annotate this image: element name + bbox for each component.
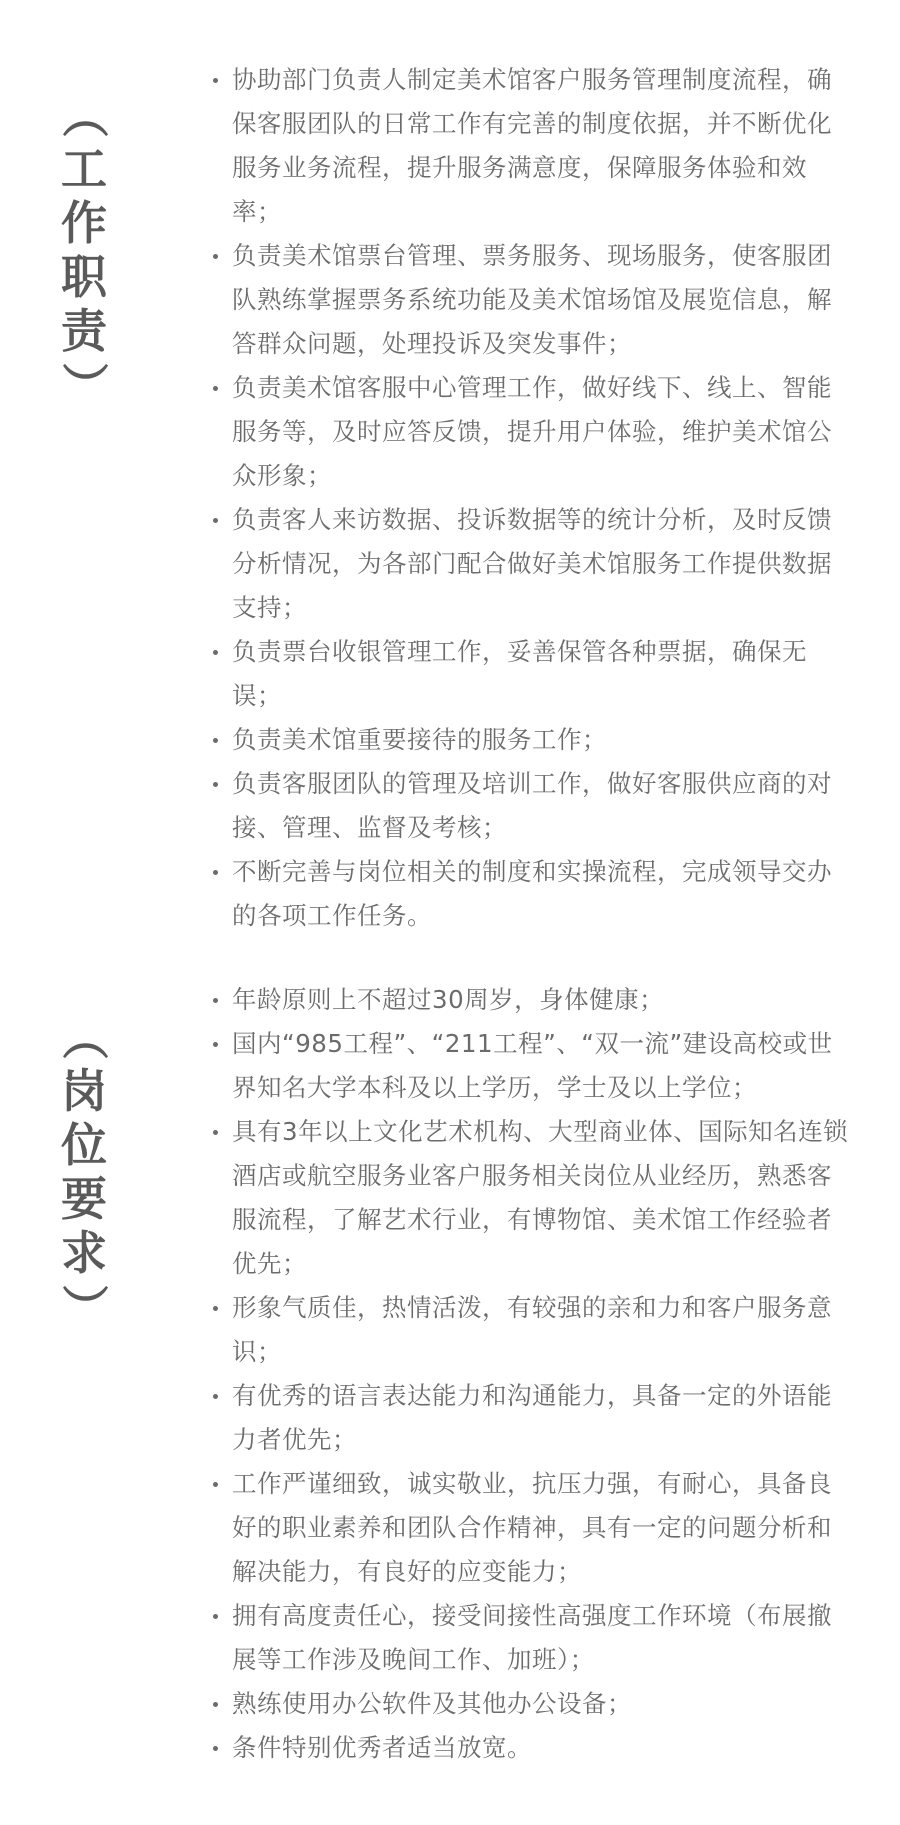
duties-list-item: 不断完善与岗位相关的制度和实操流程，完成领导交办的各项工作任务。 xyxy=(210,850,850,938)
duties-heading-open-paren: （ xyxy=(57,92,111,138)
requirements-list-item: 国内“985工程”、“211工程”、“双一流”建设高校或世界知名大学本科及以上学历，学士及以上学位； xyxy=(210,1022,850,1110)
requirements-list-item: 年龄原则上不超过30周岁，身体健康； xyxy=(210,978,850,1022)
requirements-list-item: 工作严谨细致，诚实敬业，抗压力强，有耐心，具备良好的职业素养和团队合作精神，具有一定的问题分析和解决能力，有良好的应变能力； xyxy=(210,1462,850,1594)
requirements-list-item: 有优秀的语言表达能力和沟通能力，具备一定的外语能力者优先； xyxy=(210,1374,850,1462)
requirements-heading-char-2: 位 xyxy=(61,1118,107,1172)
requirements-list-item: 具有3年以上文化艺术机构、大型商业体、国际知名连锁酒店或航空服务业客户服务相关岗位从业经历，熟悉客服流程，了解艺术行业，有博物馆、美术馆工作经验者优先； xyxy=(210,1110,850,1286)
duties-list xyxy=(210,58,850,938)
duties-list-item: 负责客人来访数据、投诉数据等的统计分析，及时反馈分析情况，为各部门配合做好美术馆服务工作提供数据支持； xyxy=(210,498,850,630)
requirements-heading-char-1: 岗 xyxy=(61,1064,107,1118)
duties-heading-char-1: 工 xyxy=(61,142,107,196)
duties-list-item: 负责美术馆重要接待的服务工作； xyxy=(210,718,850,762)
duties-heading-char-3: 职 xyxy=(61,250,107,304)
requirements-list xyxy=(210,978,850,1770)
duties-list-item: 负责美术馆票台管理、票务服务、现场服务，使客服团队熟练掌握票务系统功能及美术馆场馆及展览信息，解答群众问题，处理投诉及突发事件； xyxy=(210,234,850,366)
requirements-heading-char-4: 求 xyxy=(61,1226,107,1280)
requirements-list-item: 形象气质佳，热情活泼，有较强的亲和力和客户服务意识； xyxy=(210,1286,850,1374)
duties-heading-char-4: 责 xyxy=(61,304,107,358)
duties-heading-char-2: 作 xyxy=(61,196,107,250)
requirements-heading xyxy=(54,1010,114,1334)
requirements-list-item: 条件特别优秀者适当放宽。 xyxy=(210,1726,850,1770)
duties-heading xyxy=(54,88,114,412)
requirements-heading-open-paren: （ xyxy=(57,1014,111,1060)
duties-list-item: 协助部门负责人制定美术馆客户服务管理制度流程，确保客服团队的日常工作有完善的制度依据，并不断优化服务业务流程，提升服务满意度，保障服务体验和效率； xyxy=(210,58,850,234)
requirements-list-item: 熟练使用办公软件及其他办公设备； xyxy=(210,1682,850,1726)
duties-list-item: 负责客服团队的管理及培训工作，做好客服供应商的对接、管理、监督及考核； xyxy=(210,762,850,850)
duties-list-item: 负责票台收银管理工作，妥善保管各种票据，确保无误； xyxy=(210,630,850,718)
duties-heading-close-paren: ） xyxy=(57,362,111,408)
requirements-heading-close-paren: ） xyxy=(57,1284,111,1330)
duties-list-item: 负责美术馆客服中心管理工作，做好线下、线上、智能服务等，及时应答反馈，提升用户体验，维护美术馆公众形象； xyxy=(210,366,850,498)
requirements-list-item: 拥有高度责任心，接受间接性高强度工作环境（布展撤展等工作涉及晚间工作、加班）； xyxy=(210,1594,850,1682)
requirements-heading-char-3: 要 xyxy=(61,1172,107,1226)
